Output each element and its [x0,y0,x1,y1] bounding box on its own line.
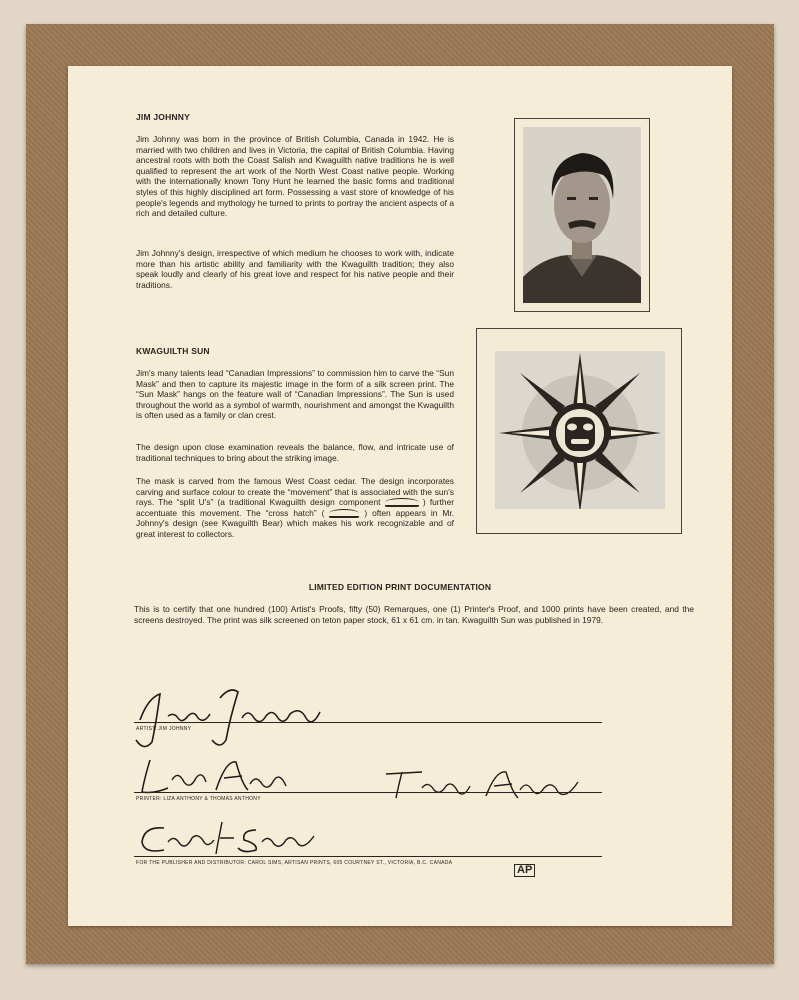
print-paragraph-3 [136,476,454,540]
portrait-frame [514,118,650,312]
certificate-sheet [68,66,732,926]
publisher-signature-line [134,856,602,857]
artist-caption: ARTIST: JIM JOHNNY [136,726,192,732]
documentation-text: This is to certify that one hundred (100) Artist's Proofs, fifty (50) Remarques, one (1) Printer's Proof, and 1000 prints have been created, and the screens destroyed. The print was silk screened on teton paper stock, 61 x 61 cm. in tan. Kwaguilth Sun was published in 1979. [134,604,694,625]
printer-signature-line [134,792,602,793]
printer-caption: PRINTER: LIZA ANTHONY & THOMAS ANTHONY [136,796,261,802]
portrait-photo-icon [523,127,641,303]
documentation-heading: LIMITED EDITION PRINT DOCUMENTATION [308,582,492,592]
publisher-logo: AP [514,864,535,877]
print-paragraph-3-part-c: ) often appears in Mr. Johnny's design (see Kwaguilth Bear) which makes his work recognizable and of great interest to collectors. [136,507,455,539]
print-paragraph-3-part-a: The mask is carved from the famous West Coast cedar. The design incorporates carving and surface colour to create the “movement” that is associated with the sun's rays. The “split U's” (a traditional Kwaguilth design component [136,476,454,508]
artist-bio-paragraph-1: Jim Johnny was born in the province of British Columbia, Canada in 1942. He is married with two children and lives in Victoria, the capital of British Columbia. Having ancestral roots with both the Coast Salish and Kwaguilth native traditions he is well qualified to represent the art work of the North West Coast native people. Working with the internationally known Tony Hunt he learned the basic forms and traditional styles of this highly disciplined art form. Possessing a vast store of knowledge of his people's legends and mythology he turned to prints to portray the ancient aspects of a rich and detailed culture. [136,134,454,219]
printer-signature-2-graphic [382,766,582,806]
print-paragraph-3-part-b: ) further accentuate this movement. The “cross hatch” ( [136,497,455,518]
print-heading: KWAGUILTH SUN [136,346,210,356]
artist-signature-line [134,722,602,723]
print-paragraph-1: Jim's many talents lead “Canadian Impressions” to commission him to carve the “Sun Mask” and then to capture its majestic image in the form of a silk screen print. The “Sun Mask” hangs on the feature wall of “Canadian Impressions”. The Sun is used throughout the world as a symbol of warmth, nourishment and amongst the Kwaguilth is often used as a family or clan crest. [136,368,454,421]
artist-bio-paragraph-2: Jim Johnny's design, irrespective of which medium he chooses to work with, indicate more than his artistic ability and familiarity with the Kwaguilth tradition; they also speak loudly and clearly of his great love and respect for his native people and their traditions. [136,248,454,290]
cross-hatch-icon [329,509,359,518]
publisher-signature-graphic [138,818,338,858]
sun-print-icon [495,351,665,509]
sun-print-frame [476,328,682,534]
split-u-icon [385,498,419,507]
print-paragraph-2: The design upon close examination reveals the balance, flow, and intricate use of traditional techniques to bring about the striking image. [136,442,454,463]
artist-signature-graphic [134,678,324,758]
publisher-caption: FOR THE PUBLISHER AND DISTRIBUTOR: CAROL SIMS, ARTISAN PRINTS, 605 COURTNEY ST., VICTORIA, B.C. CANADA [136,860,453,866]
artist-heading: JIM JOHNNY [136,112,190,122]
